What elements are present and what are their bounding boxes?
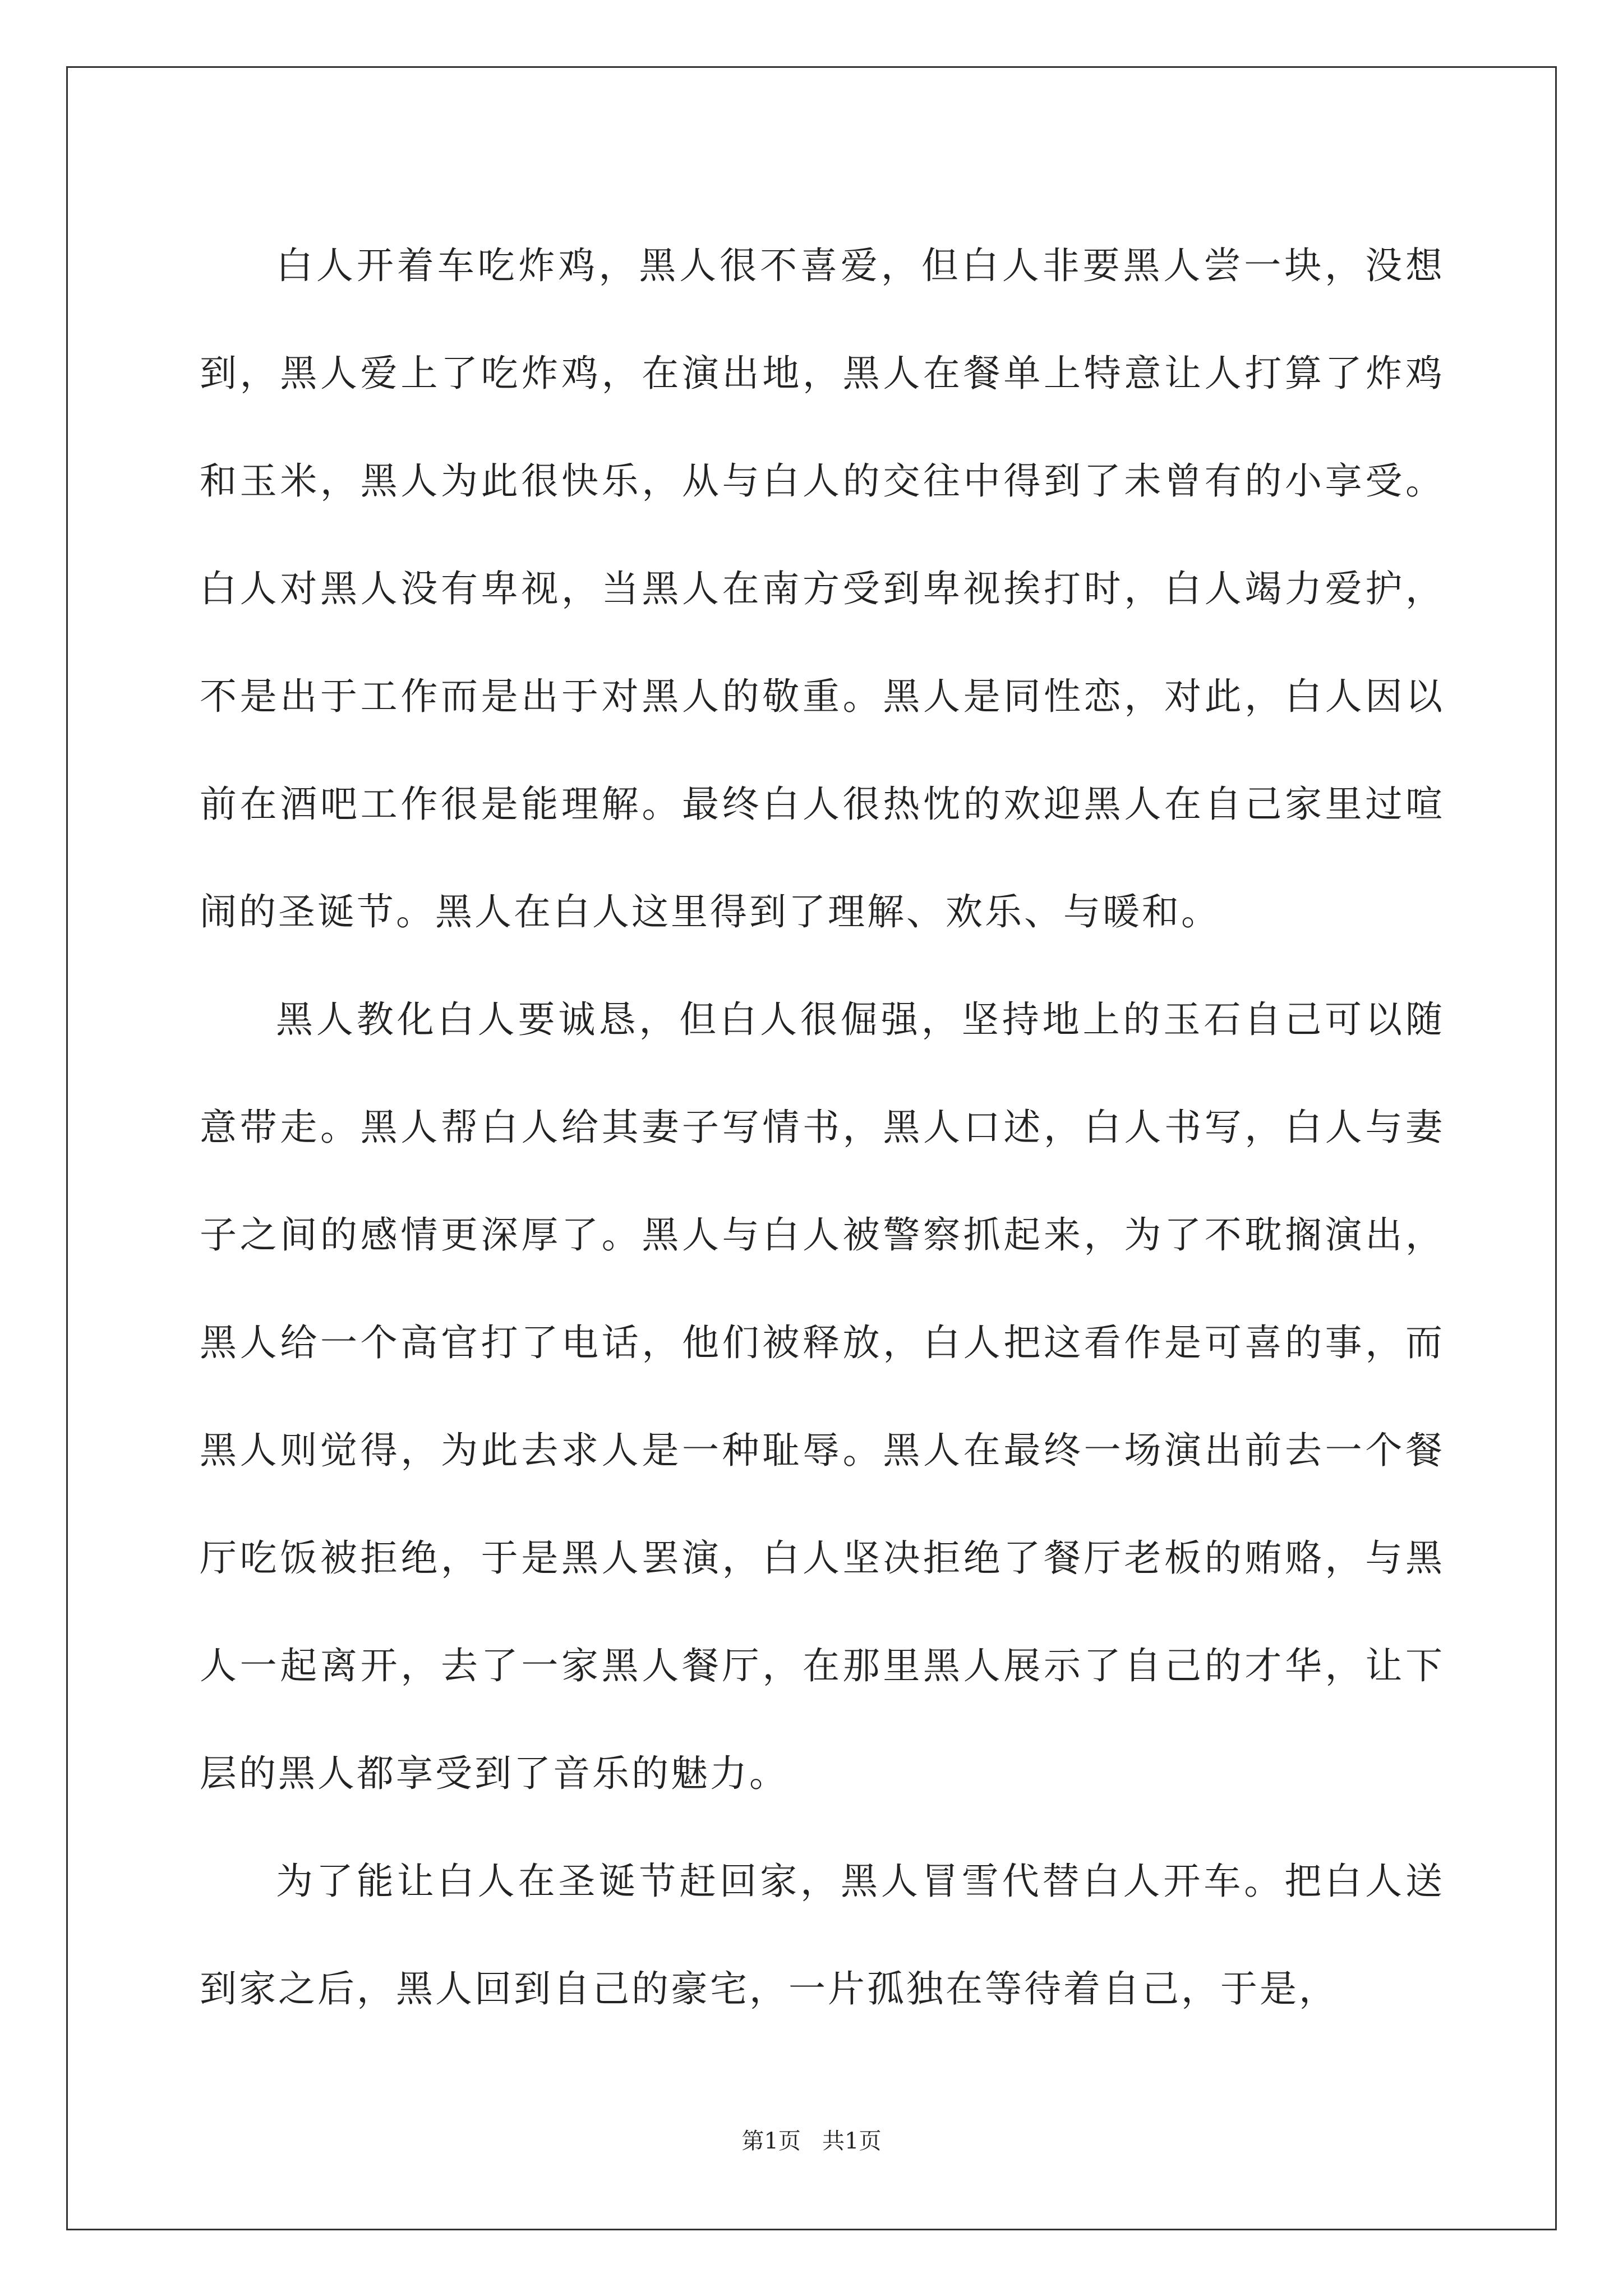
paragraph-2: 黑人教化白人要诚恳，但白人很倔强，坚持地上的玉石自己可以随意带走。黑人帮白人给其妻子写情书，黑人口述，白人书写，白人与妻子之间的感情更深厚了。黑人与白人被警察抓起来，为了不耽搁演出，黑人给一个高官打了电话，他们被释放，白人把这看作是可喜的事，而黑人则觉得，为此去求人是一种耻辱。黑人在最终一场演出前去一个餐厅吃饭被拒绝，于是黑人罢演，白人坚决拒绝了餐厅老板的贿赂，与黑人一起离开，去了一家黑人餐厅，在那里黑人展示了自己的才华，让下层的黑人都享受到了音乐的魅力。 — [200, 998, 1445, 1795]
paragraph-1: 白人开着车吃炸鸡，黑人很不喜爱，但白人非要黑人尝一块，没想到，黑人爱上了吃炸鸡，在演出地，黑人在餐单上特意让人打算了炸鸡和玉米，黑人为此很快乐，从与白人的交往中得到了未曾有的小享受。白人对黑人没有卑视，当黑人在南方受到卑视挨打时，白人竭力爱护，不是出于工作而是出于对黑人的敬重。黑人是同性恋，对此，白人因以前在酒吧工作很是能理解。最终白人很热忱的欢迎黑人在自己家里过喧闹的圣诞节。黑人在白人这里得到了理解、欢乐、与暖和。 — [200, 244, 1445, 933]
document-body — [200, 212, 1445, 2043]
page-number-footer: 第1页 共1页 — [741, 2128, 882, 2154]
paragraph-3: 为了能让白人在圣诞节赶回家，黑人冒雪代替白人开车。把白人送到家之后，黑人回到自己的豪宅，一片孤独在等待着自己，于是， — [200, 1860, 1445, 2010]
